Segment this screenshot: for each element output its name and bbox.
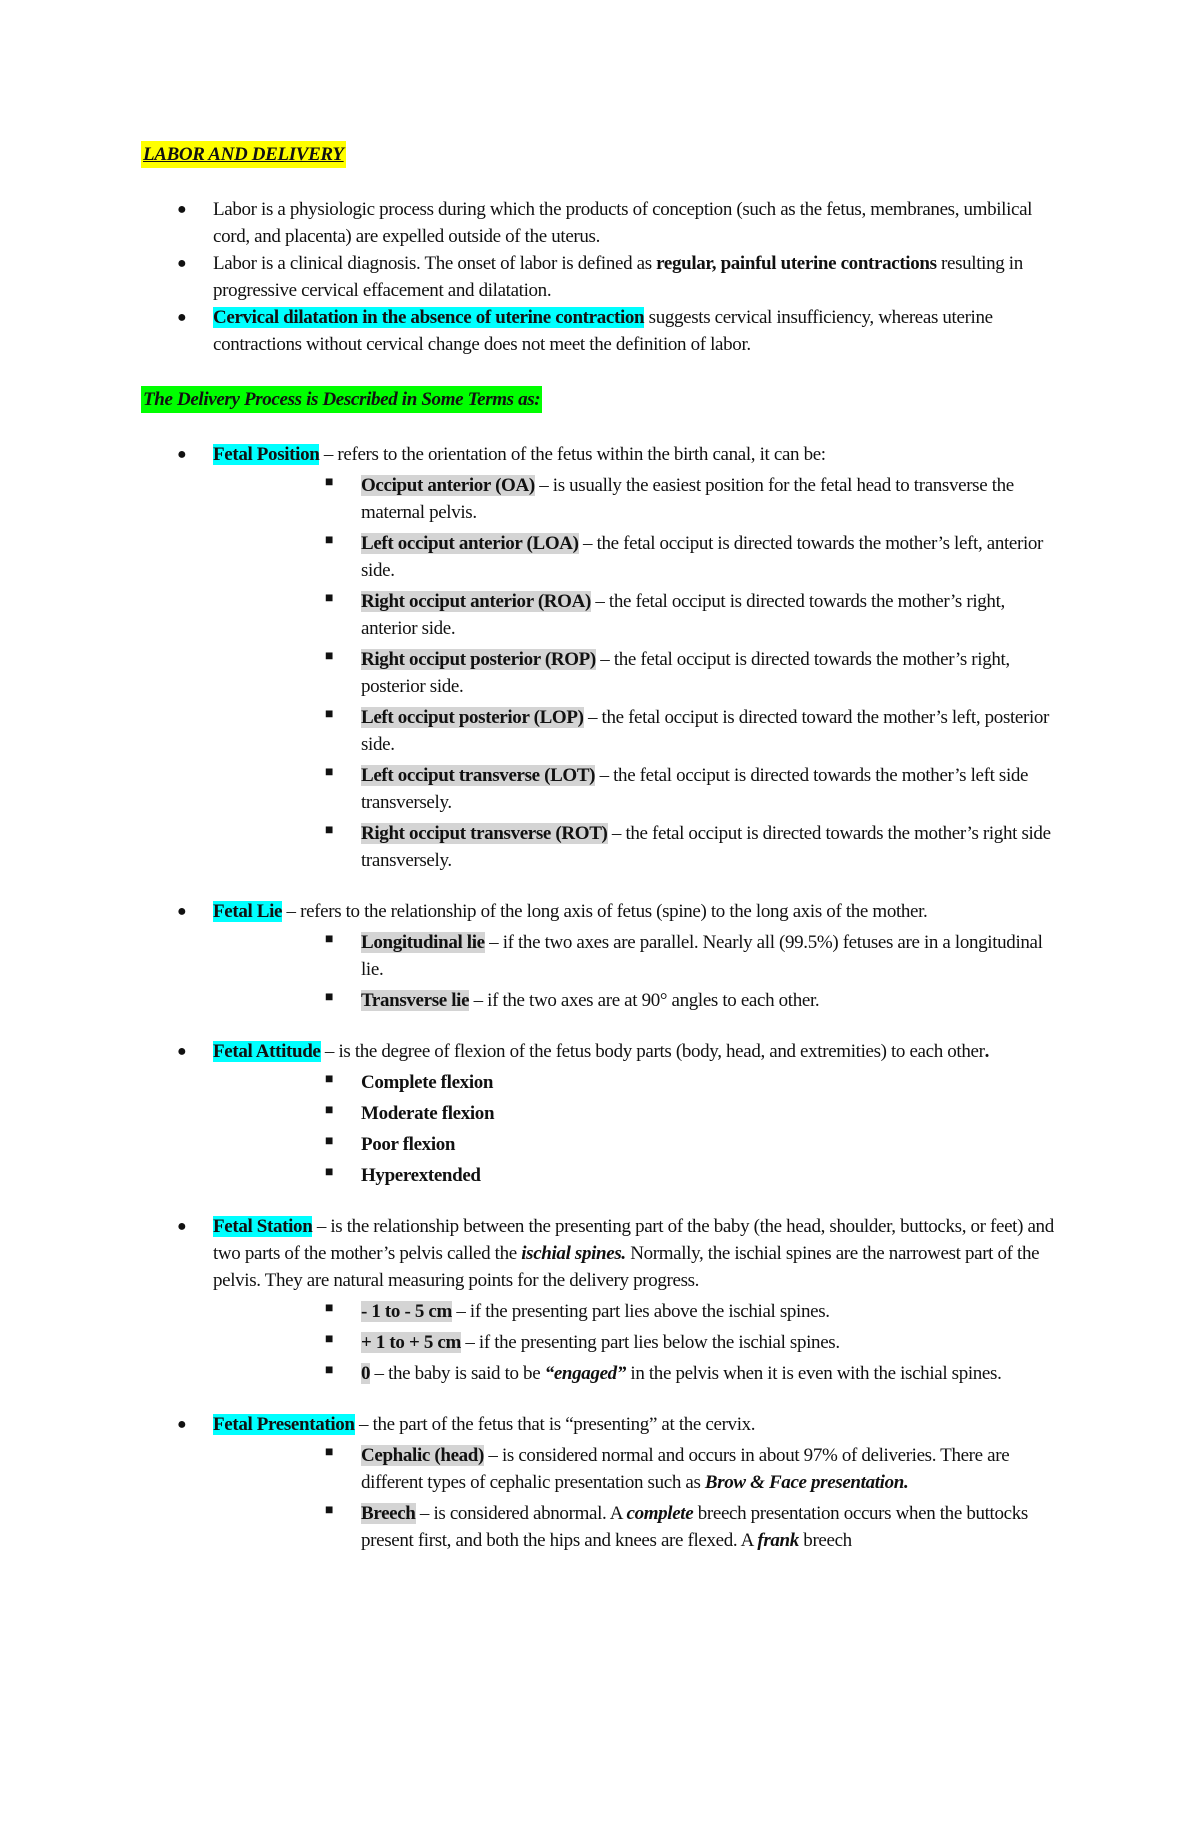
list-item bbox=[141, 250, 1061, 304]
text-run: breech bbox=[798, 1530, 852, 1551]
subterm-highlight: Occiput anterior (OA) bbox=[361, 475, 535, 496]
section-item bbox=[141, 1411, 1061, 1554]
text-run: – refers to the relationship of the long axis of fetus (spine) to the long axis of the mother. bbox=[282, 901, 928, 922]
subterm-highlight: - 1 to - 5 cm bbox=[361, 1301, 452, 1322]
square-bullet-icon: ■ bbox=[325, 932, 334, 947]
text-run: breech presentation occurs when the buttocks present first, and both the hips and knees are flexed. A bbox=[361, 1503, 1028, 1551]
square-bullet-icon: ■ bbox=[325, 1363, 334, 1378]
section-item bbox=[141, 898, 1061, 1014]
sub-list-item bbox=[213, 1100, 1061, 1127]
text-run: – the fetal occiput is directed towards the mother’s right, anterior side. bbox=[361, 591, 1005, 639]
sub-list-item bbox=[213, 929, 1061, 983]
square-bullet-icon: ■ bbox=[325, 765, 334, 780]
text-run: . bbox=[984, 1041, 989, 1062]
text-run: “engaged” bbox=[544, 1363, 626, 1384]
sub-list bbox=[285, 1298, 1061, 1387]
subterm-highlight: Longitudinal lie bbox=[361, 932, 485, 953]
text-run: – if the two axes are at 90° angles to each other. bbox=[469, 990, 820, 1011]
text-run: – if the two axes are parallel. Nearly all (99.5%) fetuses are in a longitudinal lie. bbox=[361, 932, 1043, 980]
sub-list-item bbox=[213, 1298, 1061, 1325]
square-bullet-icon: ■ bbox=[325, 1332, 334, 1347]
text-run: – is usually the easiest position for the fetal head to transverse the maternal pelvis. bbox=[361, 475, 1014, 523]
text-run: regular, painful uterine contractions bbox=[656, 253, 937, 274]
sub-list-item bbox=[213, 1069, 1061, 1096]
square-bullet-icon: ■ bbox=[325, 990, 334, 1005]
sub-list-item bbox=[213, 588, 1061, 642]
bullet-icon: ● bbox=[177, 1416, 187, 1433]
square-bullet-icon: ■ bbox=[325, 1165, 334, 1180]
subterm-highlight: Right occiput transverse (ROT) bbox=[361, 823, 608, 844]
section-item bbox=[141, 1038, 1061, 1189]
square-bullet-icon: ■ bbox=[325, 1301, 334, 1316]
subterm-highlight: Breech bbox=[361, 1503, 416, 1524]
text-run: Moderate flexion bbox=[361, 1103, 495, 1124]
sub-list-item bbox=[213, 1360, 1061, 1387]
sub-list-item bbox=[213, 1329, 1061, 1356]
sub-list-item bbox=[213, 530, 1061, 584]
bullet-icon: ● bbox=[177, 255, 187, 272]
text-run: Labor is a physiologic process during which the products of conception (such as the fetus, membranes, umbilical cord, and placenta) are expelled outside of the uterus. bbox=[213, 199, 1033, 247]
text-run: Poor flexion bbox=[361, 1134, 456, 1155]
term-highlight: Fetal Attitude bbox=[213, 1041, 321, 1062]
term-highlight: Cervical dilatation in the absence of uterine contraction bbox=[213, 307, 645, 328]
subterm-highlight: Right occiput posterior (ROP) bbox=[361, 649, 596, 670]
subterm-highlight: + 1 to + 5 cm bbox=[361, 1332, 461, 1353]
sub-list-item bbox=[213, 820, 1061, 874]
sub-list-item bbox=[213, 1162, 1061, 1189]
text-run: ischial spines. bbox=[521, 1243, 626, 1264]
text-run: Brow & Face presentation. bbox=[704, 1472, 909, 1493]
square-bullet-icon: ■ bbox=[325, 475, 334, 490]
term-highlight: Fetal Presentation bbox=[213, 1414, 355, 1435]
subterm-highlight: Cephalic (head) bbox=[361, 1445, 485, 1466]
list-item bbox=[141, 196, 1061, 250]
document-page bbox=[141, 141, 1061, 1578]
square-bullet-icon: ■ bbox=[325, 1503, 334, 1518]
sub-list bbox=[285, 929, 1061, 1014]
text-run: – if the presenting part lies below the ischial spines. bbox=[460, 1332, 840, 1353]
bullet-icon: ● bbox=[177, 201, 187, 218]
text-run: – the fetal occiput is directed towards the mother’s left side transversely. bbox=[361, 765, 1029, 813]
square-bullet-icon: ■ bbox=[325, 1134, 334, 1149]
text-run: – the fetal occiput is directed towards the mother’s right side transversely. bbox=[361, 823, 1051, 871]
subterm-highlight: Left occiput posterior (LOP) bbox=[361, 707, 584, 728]
square-bullet-icon: ■ bbox=[325, 823, 334, 838]
text-run: – the fetal occiput is directed towards the mother’s right, posterior side. bbox=[361, 649, 1010, 697]
sub-list-item bbox=[213, 1131, 1061, 1158]
subterm-highlight: Left occiput transverse (LOT) bbox=[361, 765, 596, 786]
text-run: – the fetal occiput is directed towards the mother’s left, anterior side. bbox=[361, 533, 1044, 581]
terms-list bbox=[141, 441, 1061, 1554]
square-bullet-icon: ■ bbox=[325, 533, 334, 548]
text-run: – is considered abnormal. A bbox=[415, 1503, 627, 1524]
bullet-icon: ● bbox=[177, 903, 187, 920]
term-highlight: Fetal Station bbox=[213, 1216, 313, 1237]
text-run: – the fetal occiput is directed toward the mother’s left, posterior side. bbox=[361, 707, 1050, 755]
square-bullet-icon: ■ bbox=[325, 1445, 334, 1460]
text-run: Labor is a clinical diagnosis. The onset of labor is defined as bbox=[213, 253, 657, 274]
subterm-highlight: Transverse lie bbox=[361, 990, 470, 1011]
text-run: frank bbox=[757, 1530, 799, 1551]
bullet-icon: ● bbox=[177, 1043, 187, 1060]
bullet-icon: ● bbox=[177, 1218, 187, 1235]
term-highlight: Fetal Lie bbox=[213, 901, 283, 922]
square-bullet-icon: ■ bbox=[325, 1103, 334, 1118]
text-run: in the pelvis when it is even with the ischial spines. bbox=[626, 1363, 1002, 1384]
sub-list bbox=[285, 472, 1061, 874]
subterm-highlight: 0 bbox=[361, 1363, 371, 1384]
bullet-icon: ● bbox=[177, 446, 187, 463]
text-run: – is the degree of flexion of the fetus body parts (body, head, and extremities) to each other bbox=[320, 1041, 985, 1062]
text-run: Normally, the ischial spines are the narrowest part of the pelvis. They are natural measuring points for the delivery progress. bbox=[213, 1243, 1040, 1291]
subterm-highlight: Right occiput anterior (ROA) bbox=[361, 591, 591, 612]
text-run: – the part of the fetus that is “presenting” at the cervix. bbox=[354, 1414, 756, 1435]
document-title: LABOR AND DELIVERY bbox=[141, 141, 346, 168]
bullet-icon: ● bbox=[177, 309, 187, 326]
sub-list-item bbox=[213, 704, 1061, 758]
sub-list-item bbox=[213, 1442, 1061, 1496]
list-item bbox=[141, 304, 1061, 358]
sub-list-item bbox=[213, 762, 1061, 816]
text-run: Complete flexion bbox=[361, 1072, 494, 1093]
text-run: – the baby is said to be bbox=[370, 1363, 545, 1384]
subterm-highlight: Left occiput anterior (LOA) bbox=[361, 533, 579, 554]
text-run: resulting in progressive cervical effacement and dilatation. bbox=[213, 253, 1023, 301]
text-run: suggests cervical insufficiency, whereas uterine contractions without cervical change does not meet the definition of labor. bbox=[213, 307, 993, 355]
square-bullet-icon: ■ bbox=[325, 707, 334, 722]
sub-list-item bbox=[213, 646, 1061, 700]
square-bullet-icon: ■ bbox=[325, 591, 334, 606]
section-subtitle: The Delivery Process is Described in Some Terms as: bbox=[141, 386, 542, 413]
square-bullet-icon: ■ bbox=[325, 649, 334, 664]
term-highlight: Fetal Position bbox=[213, 444, 320, 465]
text-run: complete bbox=[626, 1503, 694, 1524]
text-run: – is considered normal and occurs in about 97% of deliveries. There are different types of cephalic presentation such as bbox=[361, 1445, 1010, 1493]
sub-list bbox=[285, 1442, 1061, 1554]
sub-list bbox=[285, 1069, 1061, 1189]
text-run: Hyperextended bbox=[361, 1165, 481, 1186]
section-item bbox=[141, 441, 1061, 874]
sub-list-item bbox=[213, 472, 1061, 526]
square-bullet-icon: ■ bbox=[325, 1072, 334, 1087]
text-run: – refers to the orientation of the fetus within the birth canal, it can be: bbox=[319, 444, 826, 465]
sub-list-item bbox=[213, 1500, 1061, 1554]
intro-list bbox=[141, 196, 1061, 358]
sub-list-item bbox=[213, 987, 1061, 1014]
text-run: – if the presenting part lies above the ischial spines. bbox=[451, 1301, 830, 1322]
text-run: – is the relationship between the presenting part of the baby (the head, shoulder, buttocks, or feet) and two parts of the mother’s pelvis called the bbox=[213, 1216, 1054, 1264]
section-item bbox=[141, 1213, 1061, 1387]
